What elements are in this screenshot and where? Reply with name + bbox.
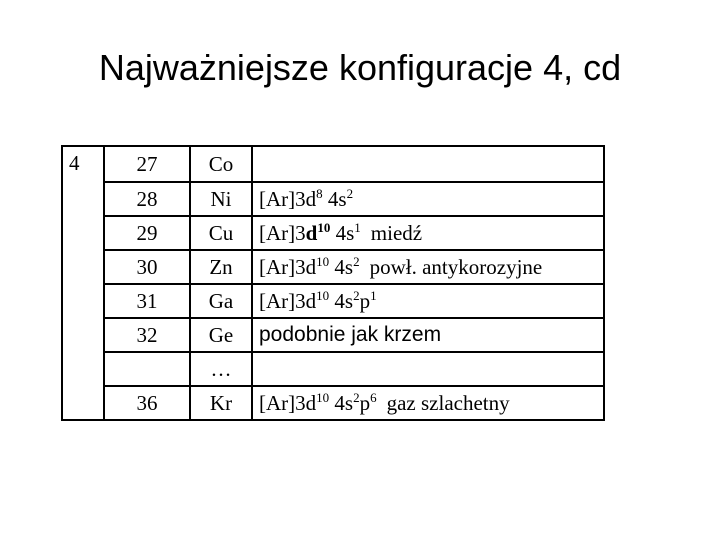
- atomic-number: [104, 352, 190, 386]
- table-row: [62, 318, 604, 352]
- configuration-cell: [252, 352, 604, 386]
- config-p: p: [359, 391, 371, 415]
- configuration-cell: [252, 216, 604, 250]
- element-symbol: Co: [190, 146, 252, 182]
- configuration-cell: [252, 182, 604, 216]
- element-symbol: …: [190, 352, 252, 386]
- config-core: [Ar]3d: [259, 187, 317, 211]
- config-core: [Ar]3d: [259, 391, 317, 415]
- table-row: [62, 386, 604, 420]
- config-s: 4s: [329, 255, 354, 279]
- element-symbol: Ge: [190, 318, 252, 352]
- config-note: gaz szlachetny: [386, 391, 510, 415]
- atomic-number: 27: [104, 146, 190, 182]
- element-symbol: Zn: [190, 250, 252, 284]
- atomic-number: 30: [104, 250, 190, 284]
- config-s-exponent: 2: [353, 390, 360, 405]
- config-s-exponent: 1: [354, 220, 361, 235]
- table-row: [62, 146, 604, 182]
- config-p: p: [359, 289, 371, 313]
- table-row: [62, 352, 604, 386]
- configuration-cell: [252, 146, 604, 182]
- table-row: [62, 216, 604, 250]
- element-symbol: Ni: [190, 182, 252, 216]
- table-row: [62, 182, 604, 216]
- config-d-bold: d: [305, 221, 318, 245]
- element-symbol: Cu: [190, 216, 252, 250]
- config-s: 4s: [329, 391, 354, 415]
- atomic-number: 32: [104, 318, 190, 352]
- atomic-number: 29: [104, 216, 190, 250]
- config-note: miedź: [370, 221, 423, 245]
- config-s-exponent: 2: [353, 254, 360, 269]
- config-core: [Ar]3d: [259, 255, 317, 279]
- configuration-table: [61, 145, 605, 421]
- config-s-exponent: 2: [346, 186, 354, 201]
- config-note: powł. antykorozyjne: [369, 255, 543, 279]
- element-symbol: Ga: [190, 284, 252, 318]
- configuration-cell: [252, 386, 604, 420]
- table-row: [62, 250, 604, 284]
- config-s: 4s: [329, 289, 354, 313]
- configuration-cell: podobnie jak krzem: [252, 318, 604, 352]
- config-p-exponent: 6: [370, 390, 377, 405]
- configuration-cell: [252, 250, 604, 284]
- configuration-cell: [252, 284, 604, 318]
- atomic-number: 31: [104, 284, 190, 318]
- config-d-exponent: 8: [316, 186, 323, 201]
- config-s-exponent: 2: [353, 288, 360, 303]
- element-symbol: Kr: [190, 386, 252, 420]
- table-row: [62, 284, 604, 318]
- config-d-exponent: 10: [316, 390, 330, 405]
- config-d-exponent: 10: [317, 220, 331, 235]
- atomic-number: 28: [104, 182, 190, 216]
- atomic-number: 36: [104, 386, 190, 420]
- config-s: 4s: [322, 187, 347, 211]
- slide-title: Najważniejsze konfiguracje 4, cd: [98, 47, 622, 88]
- config-p-exponent: 1: [370, 288, 377, 303]
- config-core: [Ar]3d: [259, 289, 317, 313]
- config-core: [Ar]3: [259, 221, 306, 245]
- config-s: 4s: [330, 221, 355, 245]
- config-d-exponent: 10: [316, 288, 330, 303]
- config-d-exponent: 10: [316, 254, 330, 269]
- group-cell: 4: [62, 146, 104, 420]
